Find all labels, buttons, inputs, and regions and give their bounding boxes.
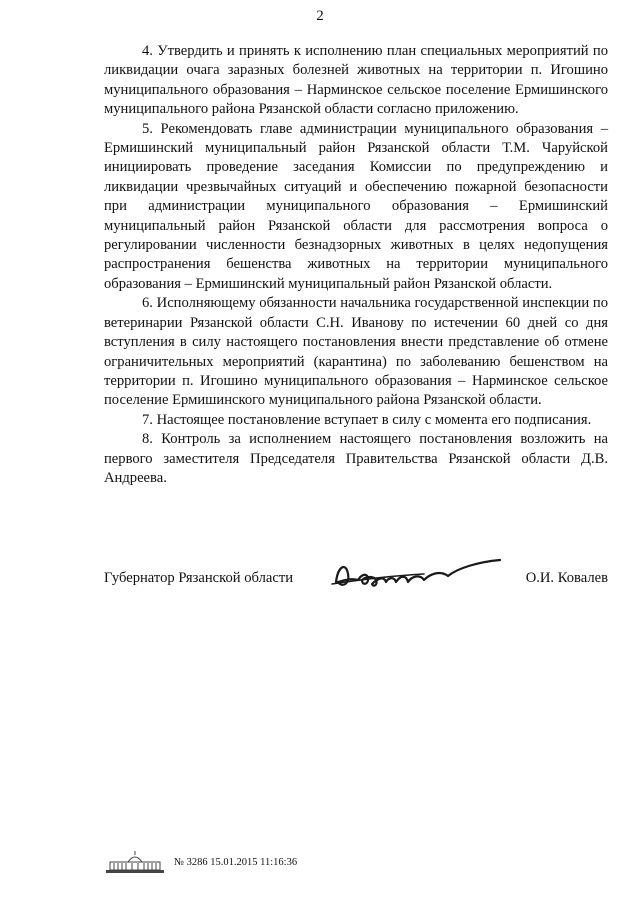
footer	[104, 850, 404, 880]
signature-block	[104, 560, 608, 600]
paragraph-4: 4. Утвердить и принять к исполнению план специальных мероприятий по ликвидации очага заразных болезней животных на территории п. Игошино муниципального образования – Нарминское сельское поселение Ермишинского муниципального района Рязанской области согласно приложению.	[104, 43, 608, 118]
signatory-title: Губернатор Рязанской области	[104, 570, 294, 586]
document-body	[104, 42, 608, 488]
signatory-name: О.И. Ковалев	[525, 570, 608, 586]
paragraph-7: 7. Настоящее постановление вступает в силу с момента его подписания.	[142, 411, 592, 428]
page-number: 2	[316, 8, 324, 24]
document-stamp: № 3286 15.01.2015 11:16:36	[174, 857, 298, 868]
government-building-logo-icon	[104, 850, 166, 876]
paragraph-6: 6. Исполняющему обязанности начальника государственной инспекции по ветеринарии Рязанской области С.Н. Иванову по истечении 60 дней со дня вступления в силу настоящего постановления внести представление об отмене ограничительных мероприятий (карантина) по заболеванию бешенством на территории п. Игошино муниципального образования – Нарминское сельское поселение Ермишинского муниципального района Рязанской области.	[104, 295, 608, 409]
paragraph-5: 5. Рекомендовать главе администрации муниципального образования – Ермишинский муниципальный район Рязанской области Т.М. Чаруйской инициировать проведение заседания Комиссии по предупреждению и ликвидации чрезвычайных ситуаций и обеспечению пожарной безопасности при администрации муниципального образования – Ермишинский муниципальный район Рязанской области для рассмотрения вопроса о регулировании численности безнадзорных животных в целях недопущения распространения бешенства животных на территории муниципального образования – Ермишинский муниципальный район Рязанской области.	[104, 120, 608, 292]
handwritten-signature-icon	[328, 554, 508, 598]
paragraph-8: 8. Контроль за исполнением настоящего постановления возложить на первого заместителя Председателя Правительства Рязанской области Д.В. Андреева.	[104, 431, 608, 486]
